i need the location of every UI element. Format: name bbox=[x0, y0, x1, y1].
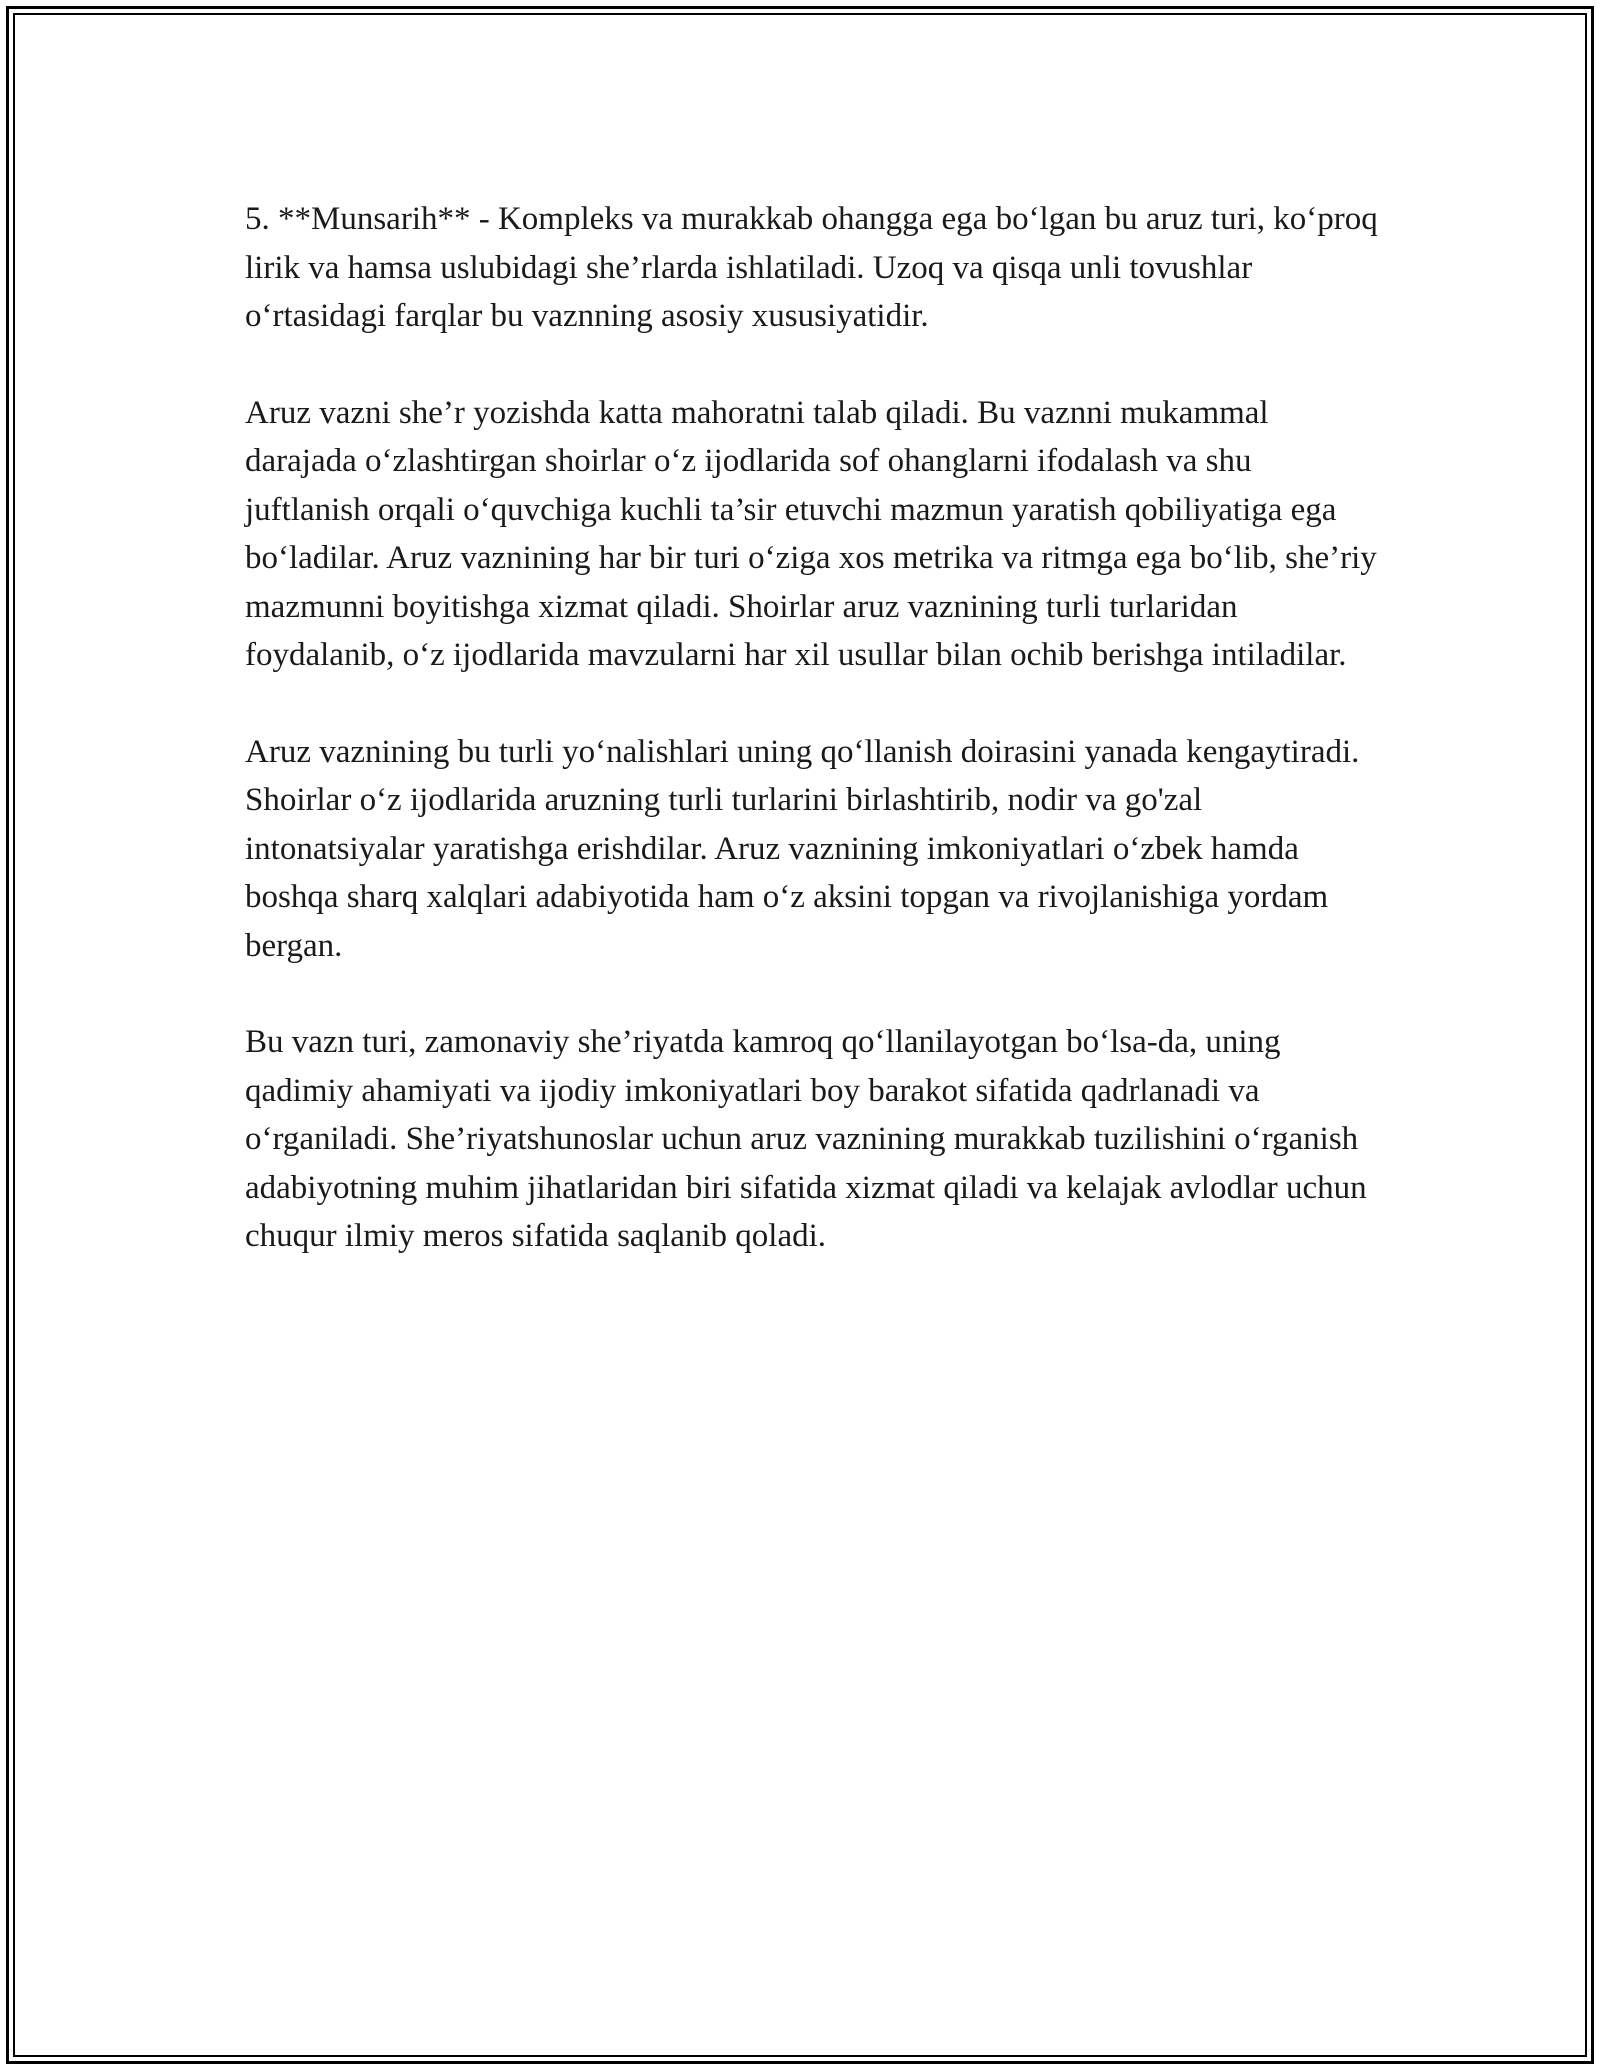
paragraph-aruz-legacy: Bu vazn turi, zamonaviy she’riyatda kamroq qo‘llanilayotgan bo‘lsa-da, uning qadimiy ahamiyati va ijodiy imkoniyatlari boy barakot sifatida qadrlanadi va o‘rganiladi. She’riyatshunoslar uchun aruz vaznining murakkab tuzilishini o‘rganish adabiyotning muhim jihatlaridan biri sifatida xizmat qiladi va kelajak avlodlar uchun chuqur ilmiy meros sifatida saqlanib qoladi. bbox=[245, 1024, 1367, 1254]
paragraph-aruz-mastery: Aruz vazni she’r yozishda katta mahoratni talab qiladi. Bu vaznni mukammal darajada o‘zlashtirgan shoirlar o‘z ijodlarida sof ohanglarni ifodalash va shu juftlanish orqali o‘quvchiga kuchli ta’sir etuvchi mazmun yaratish qobiliyatiga ega bo‘ladilar. Aruz vaznining har bir turi o‘ziga xos metrika va ritmga ega bo‘lib, she’riy mazmunni boyitishga xizmat qiladi. Shoirlar aruz vaznining turli turlaridan foydalanib, o‘z ijodlarida mavzularni har xil usullar bilan ochib berishga intiladilar. bbox=[245, 394, 1377, 673]
paragraph-aruz-directions: Aruz vaznining bu turli yo‘nalishlari uning qo‘llanish doirasini yanada kengaytiradi. Shoirlar o‘z ijodlarida aruzning turli turlarini birlashtirib, nodir va go'zal intonatsiyalar yaratishga erishdilar. Aruz vaznining imkoniyatlari o‘zbek hamda boshqa sharq xalqlari adabiyotida ham o‘z aksini topgan va rivojlanishiga yordam bergan. bbox=[245, 733, 1360, 964]
page-frame bbox=[6, 6, 1594, 2064]
document-body bbox=[245, 195, 1380, 1309]
paragraph-munsarih: 5. **Munsarih** - Kompleks va murakkab ohangga ega bo‘lgan bu aruz turi, ko‘proq lirik va hamsa uslubidagi she’rlarda ishlatiladi. Uzoq va qisqa unli tovushlar o‘rtasidagi farqlar bu vaznning asosiy xususiyatidir. bbox=[245, 201, 1378, 334]
